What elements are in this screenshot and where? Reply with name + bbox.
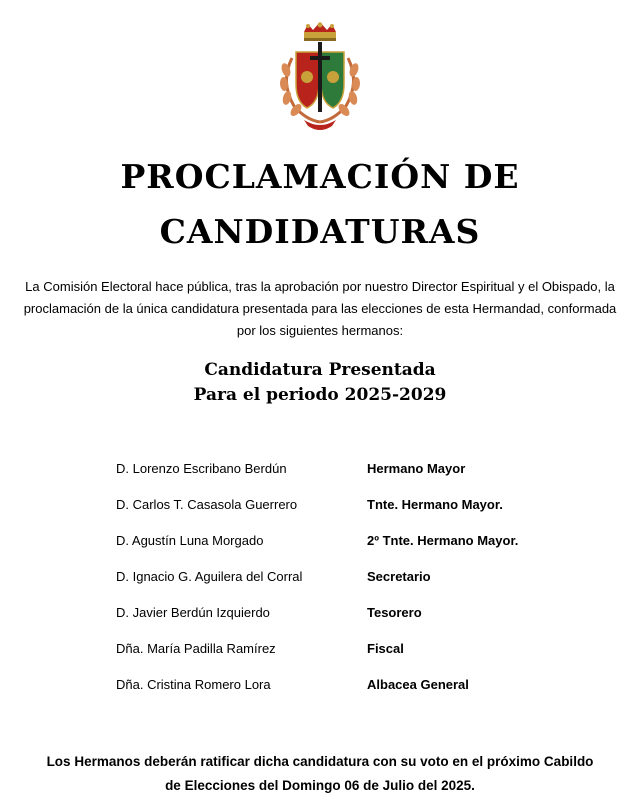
crown-icon (304, 22, 336, 41)
footer-line-2: de Elecciones del Domingo 06 de Julio del 2025. (165, 778, 475, 793)
page-title-line-1: PROCLAMACIÓN DE (120, 157, 520, 196)
candidate-row (116, 533, 596, 569)
candidate-role: Albacea General (367, 677, 469, 692)
candidate-name: D. Agustín Luna Morgado (116, 533, 264, 548)
candidate-list (116, 461, 596, 713)
candidate-role: Tesorero (367, 605, 422, 620)
candidate-row (116, 641, 596, 677)
page-title-line-2: CANDIDATURAS (159, 212, 481, 251)
candidate-name: Dña. María Padilla Ramírez (116, 641, 276, 656)
candidate-row (116, 497, 596, 533)
candidate-name: Dña. Cristina Romero Lora (116, 677, 271, 692)
subtitle-line-1: Candidatura Presentada (204, 360, 436, 380)
candidate-name: D. Lorenzo Escribano Berdún (116, 461, 287, 476)
subtitle-line-2: Para el periodo 2025-2029 (193, 385, 447, 405)
candidate-role: 2º Tnte. Hermano Mayor. (367, 533, 519, 548)
candidate-name: D. Javier Berdún Izquierdo (116, 605, 270, 620)
candidate-role: Hermano Mayor (367, 461, 466, 476)
candidate-name: D. Ignacio G. Aguilera del Corral (116, 569, 303, 584)
brotherhood-crest-icon (274, 22, 366, 130)
candidate-role: Tnte. Hermano Mayor. (367, 497, 503, 512)
candidate-row (116, 569, 596, 605)
candidate-role: Fiscal (367, 641, 404, 656)
candidate-row (116, 461, 596, 497)
candidate-name: D. Carlos T. Casasola Guerrero (116, 497, 298, 512)
footer-note (0, 750, 640, 798)
candidate-row (116, 605, 596, 641)
candidate-row (116, 677, 596, 713)
candidate-role: Secretario (367, 569, 431, 584)
footer-line-1: Los Hermanos deberán ratificar dicha candidatura con su voto en el próximo Cabildo (46, 754, 594, 769)
intro-paragraph: La Comisión Electoral hace pública, tras la aprobación por nuestro Director Espiritual y el Obispado, la proclamación de la única candidatura presentada para las elecciones de esta Hermandad, conformada por los siguientes hermanos: (23, 279, 617, 338)
